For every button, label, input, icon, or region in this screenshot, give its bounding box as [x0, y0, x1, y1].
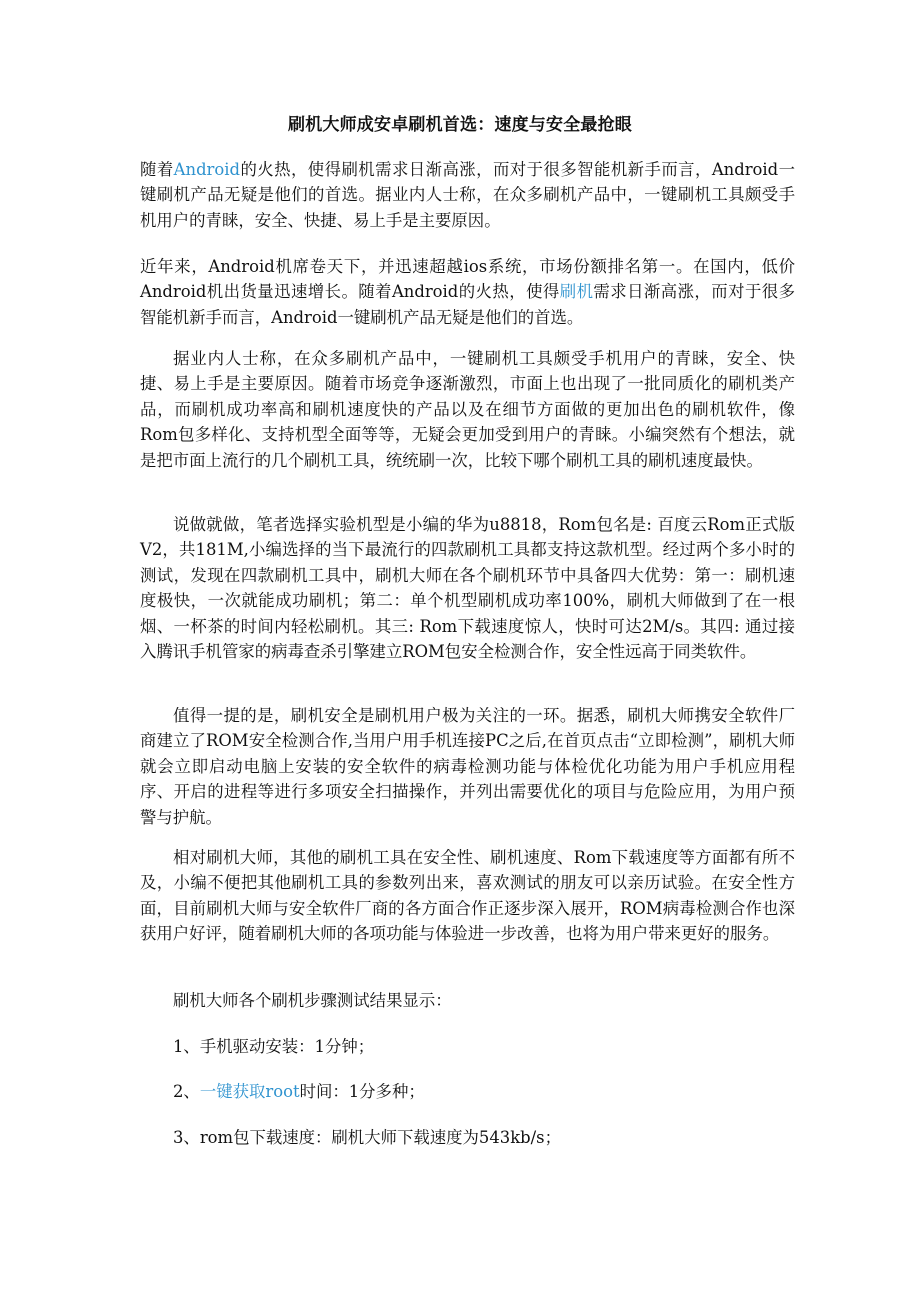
- flash-link[interactable]: 刷机: [559, 282, 594, 302]
- android-link[interactable]: Android: [173, 160, 240, 179]
- paragraph-1: [140, 157, 795, 233]
- paragraph-5: 值得一提的是，刷机安全是刷机用户极为关注的一环。据悉，刷机大师携安全软件厂商建立了ROM安全检测合作,当用户用手机连接PC之后,在首页点击“立即检测”，刷机大师就会立即启动电脑上安装的安全软件的病毒检测功能与体检优化功能为用户手机应用程序、开启的进程等进行多项安全扫描操作，并列出需要优化的项目与危险应用，为用户预警与护航。: [140, 706, 795, 827]
- result-item-2: [173, 1079, 425, 1104]
- results-heading: 刷机大师各个刷机步骤测试结果显示：: [173, 991, 452, 1010]
- result-item-1: 1、手机驱动安装：1分钟；: [173, 1037, 375, 1056]
- paragraph-2-pre: 近年来，Android机席卷天下，并迅速超越ios系统，市场份额排名第一。在国内，低价Android机出货量迅速增长。随着Android的火热，使得: [140, 257, 795, 302]
- article-title: 刷机大师成安卓刷机首选：速度与安全最抢眼: [288, 115, 632, 135]
- paragraph-4: 说做就做，笔者选择实验机型是小编的华为u8818，Rom包名是: 百度云Rom正式版V2，共181M,小编选择的当下最流行的四款刷机工具都支持这款机型。经过两个多小时的测试，发现在四款刷机工具中，刷机大师在各个刷机环节中具备四大优势：第一：刷机速度极快，一次就能成功刷机；第二：单个机型刷机成功率100%，刷机大师做到了在一根烟、一杯茶的时间内轻松刷机。其三: Rom下载速度惊人，快时可达2M/s。其四: 通过接入腾讯手机管家的病毒查杀引擎建立ROM包安全检测合作，安全性远高于同类软件。: [140, 515, 795, 662]
- paragraph-1-post: 的火热，使得刷机需求日渐高涨，而对于很多智能机新手而言，Android一键刷机产品无疑是他们的首选。据业内人士称，在众多刷机产品中，一键刷机工具颇受手机用户的青睐，安全、快捷、易上手是主要原因。: [140, 160, 795, 230]
- result-item-3: 3、rom包下载速度：刷机大师下载速度为543kb/s；: [173, 1128, 561, 1147]
- paragraph-2-post: 需求日渐高涨，而对于很多智能机新手而言，Android一键刷机产品无疑是他们的首选。: [140, 282, 796, 327]
- paragraph-1-pre: 随着: [140, 160, 174, 179]
- result-item-2-pre: 2、: [173, 1082, 200, 1101]
- paragraph-2: [140, 254, 795, 330]
- paragraph-6: 相对刷机大师，其他的刷机工具在安全性、刷机速度、Rom下载速度等方面都有所不及，小编不便把其他刷机工具的参数列出来，喜欢测试的朋友可以亲历试验。在安全性方面，目前刷机大师与安全软件厂商的各方面合作正逐步深入展开，ROM病毒检测合作也深获用户好评，随着刷机大师的各项功能与体验进一步改善，也将为用户带来更好的服务。: [140, 848, 795, 944]
- result-item-2-post: 时间：1分多种；: [299, 1082, 425, 1101]
- root-link[interactable]: 一键获取root: [199, 1082, 300, 1101]
- paragraph-3: 据业内人士称，在众多刷机产品中，一键刷机工具颇受手机用户的青睐，安全、快捷、易上手是主要原因。随着市场竞争逐渐激烈，市面上也出现了一批同质化的刷机类产品，而刷机成功率高和刷机速度快的产品以及在细节方面做的更加出色的刷机软件，像Rom包多样化、支持机型全面等等，无疑会更加受到用户的青睐。小编突然有个想法，就是把市面上流行的几个刷机工具，统统刷一次，比较下哪个刷机工具的刷机速度最快。: [140, 349, 795, 470]
